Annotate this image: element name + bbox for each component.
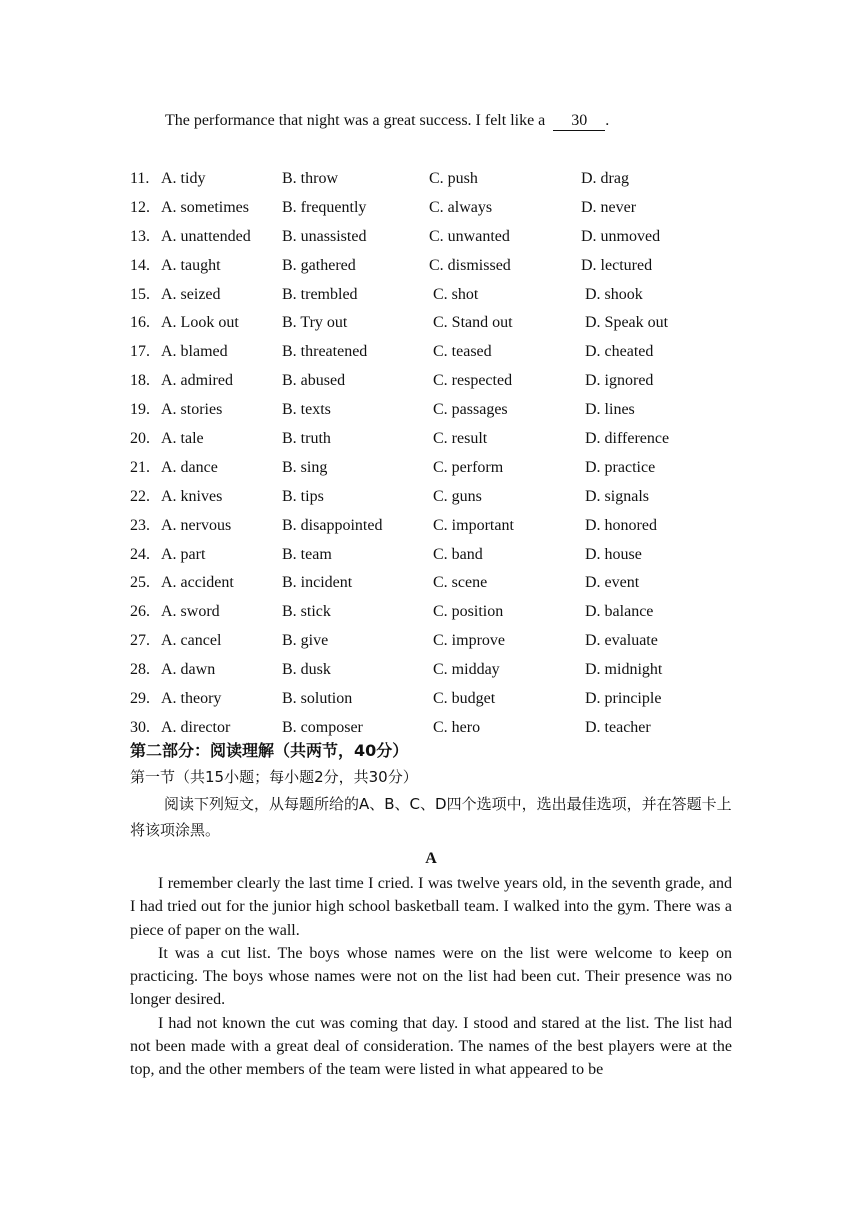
option-b: B. tips [282, 487, 324, 505]
option-row [130, 454, 750, 483]
question-number: 14. [130, 256, 150, 274]
option-row [130, 656, 750, 685]
option-a: A. stories [161, 401, 223, 419]
option-b: B. composer [282, 718, 363, 736]
option-c: C. passages [433, 401, 508, 419]
option-c: C. important [433, 516, 514, 534]
option-a: A. knives [161, 487, 223, 505]
option-c: C. budget [433, 690, 496, 708]
option-a: A. Look out [161, 314, 239, 332]
option-a: A. part [161, 545, 206, 563]
option-b: B. sing [282, 458, 328, 476]
option-a: A. dawn [161, 661, 216, 679]
option-c: C. unwanted [429, 227, 510, 245]
option-b: B. disappointed [282, 516, 383, 534]
option-b: B. texts [282, 401, 331, 419]
question-number: 15. [130, 285, 150, 303]
option-d: D. evaluate [585, 632, 658, 650]
option-d: D. balance [585, 603, 654, 621]
closing-sentence: The performance that night was a great success. I felt like a [165, 112, 546, 129]
option-a: A. sword [161, 603, 220, 621]
section-title: 第二部分：阅读理解（共两节，40分） [130, 741, 409, 760]
passage-paragraph: I remember clearly the last time I cried. I was twelve years old, in the seventh grade, and I had tried out for the junior high school basketball team. I walked into the gym. There was a piece of paper on the wall. [130, 875, 732, 939]
question-number: 22. [130, 487, 150, 505]
option-a: A. admired [161, 372, 233, 390]
option-a: A. unattended [161, 227, 251, 245]
option-row [130, 194, 750, 223]
option-c: C. scene [433, 574, 488, 592]
question-number: 27. [130, 632, 150, 650]
option-d: D. house [585, 545, 642, 563]
option-d: D. drag [581, 170, 629, 187]
question-number: 17. [130, 343, 150, 361]
option-a: A. dance [161, 458, 218, 476]
option-c: C. Stand out [433, 314, 513, 332]
option-c: C. band [433, 545, 483, 563]
option-a: A. nervous [161, 516, 232, 534]
option-a: A. tale [161, 430, 204, 448]
option-d: D. honored [585, 516, 657, 534]
passage-paragraph: I had not known the cut was coming that day. I stood and stared at the list. The list had not been made with a great deal of consideration. The names of the best players were at the top, and the other members of the team were listed in what appeared to be [130, 1014, 732, 1079]
passage-heading: A [425, 850, 437, 867]
option-d: D. cheated [585, 343, 654, 361]
option-a: A. cancel [161, 632, 222, 650]
subsection-title: 第一节（共15小题；每小题2分，共30分） [130, 768, 418, 786]
option-a: A. seized [161, 285, 221, 303]
option-b: B. give [282, 632, 329, 650]
option-c: C. position [433, 603, 504, 621]
option-row [130, 165, 750, 194]
option-b: B. throw [282, 170, 338, 187]
question-number: 11. [130, 170, 150, 187]
option-c: C. improve [433, 632, 505, 650]
cloze-closing-line [165, 111, 609, 131]
question-number: 13. [130, 227, 150, 245]
option-d: D. ignored [585, 372, 654, 390]
option-row [130, 338, 750, 367]
option-b: B. abused [282, 372, 346, 390]
question-number: 21. [130, 458, 150, 476]
option-d: D. signals [585, 487, 649, 505]
option-a: A. theory [161, 690, 222, 708]
option-row [130, 223, 750, 252]
option-d: D. teacher [585, 718, 651, 736]
question-number: 23. [130, 516, 150, 534]
option-d: D. unmoved [581, 227, 661, 245]
option-c: C. push [429, 170, 478, 187]
option-c: C. perform [433, 458, 504, 476]
question-number: 20. [130, 430, 150, 448]
option-b: B. trembled [282, 285, 358, 303]
option-a: A. director [161, 718, 231, 736]
option-c: C. midday [433, 661, 500, 679]
option-c: C. teased [433, 343, 492, 361]
option-b: B. team [282, 545, 332, 563]
passage-paragraph: It was a cut list. The boys whose names were on the list were welcome to keep on practicing. The boys whose names were not on the list had been cut. Their presence was no longer desired. [130, 944, 732, 1009]
option-row [130, 569, 750, 598]
question-number: 25. [130, 574, 150, 592]
option-d: D. event [585, 574, 640, 592]
option-b: B. incident [282, 574, 353, 592]
option-b: B. frequently [282, 198, 367, 216]
option-c: C. respected [433, 372, 513, 390]
option-d: D. Speak out [585, 314, 669, 332]
question-number: 26. [130, 603, 150, 621]
option-a: A. blamed [161, 343, 228, 361]
option-a: A. sometimes [161, 198, 249, 216]
option-row [130, 281, 750, 310]
option-b: B. stick [282, 603, 331, 621]
option-c: C. dismissed [429, 256, 511, 274]
option-b: B. threatened [282, 343, 368, 361]
option-d: D. lectured [581, 256, 653, 274]
option-c: C. shot [433, 285, 479, 303]
option-row [130, 483, 750, 512]
option-a: A. tidy [161, 170, 206, 187]
question-number: 28. [130, 661, 150, 679]
option-row [130, 309, 750, 338]
option-row [130, 685, 750, 714]
instructions: 阅读下列短文，从每题所给的A、B、C、D四个选项中，选出最佳选项，并在答题卡上将该项涂黑。 [130, 795, 732, 839]
option-b: B. solution [282, 690, 353, 708]
option-c: C. always [429, 198, 493, 216]
option-b: B. unassisted [282, 227, 367, 245]
option-row [130, 252, 750, 281]
question-number: 30. [130, 718, 150, 736]
option-row [130, 512, 750, 541]
question-number: 24. [130, 545, 150, 563]
option-b: B. gathered [282, 256, 356, 274]
option-c: C. hero [433, 718, 481, 736]
option-c: C. result [433, 430, 488, 448]
question-number: 18. [130, 372, 150, 390]
option-d: D. midnight [585, 661, 663, 679]
question-number: 19. [130, 401, 150, 419]
question-number: 29. [130, 690, 150, 708]
option-b: B. truth [282, 430, 331, 448]
option-d: D. never [581, 198, 637, 216]
option-row [130, 396, 750, 425]
option-d: D. shook [585, 285, 643, 303]
option-b: B. dusk [282, 661, 331, 679]
option-b: B. Try out [282, 314, 348, 332]
option-c: C. guns [433, 487, 482, 505]
option-d: D. lines [585, 401, 635, 419]
option-row [130, 367, 750, 396]
answer-options-list [130, 165, 750, 743]
option-d: D. practice [585, 458, 656, 476]
option-row [130, 541, 750, 570]
blank-30: 30 [553, 112, 605, 131]
option-row [130, 425, 750, 454]
passage-body [130, 872, 732, 1082]
option-row [130, 598, 750, 627]
option-a: A. accident [161, 574, 234, 592]
option-a: A. taught [161, 256, 221, 274]
question-number: 16. [130, 314, 150, 332]
option-row [130, 627, 750, 656]
question-number: 12. [130, 198, 150, 216]
closing-period: . [605, 112, 610, 129]
option-d: D. difference [585, 430, 670, 448]
option-d: D. principle [585, 690, 662, 708]
